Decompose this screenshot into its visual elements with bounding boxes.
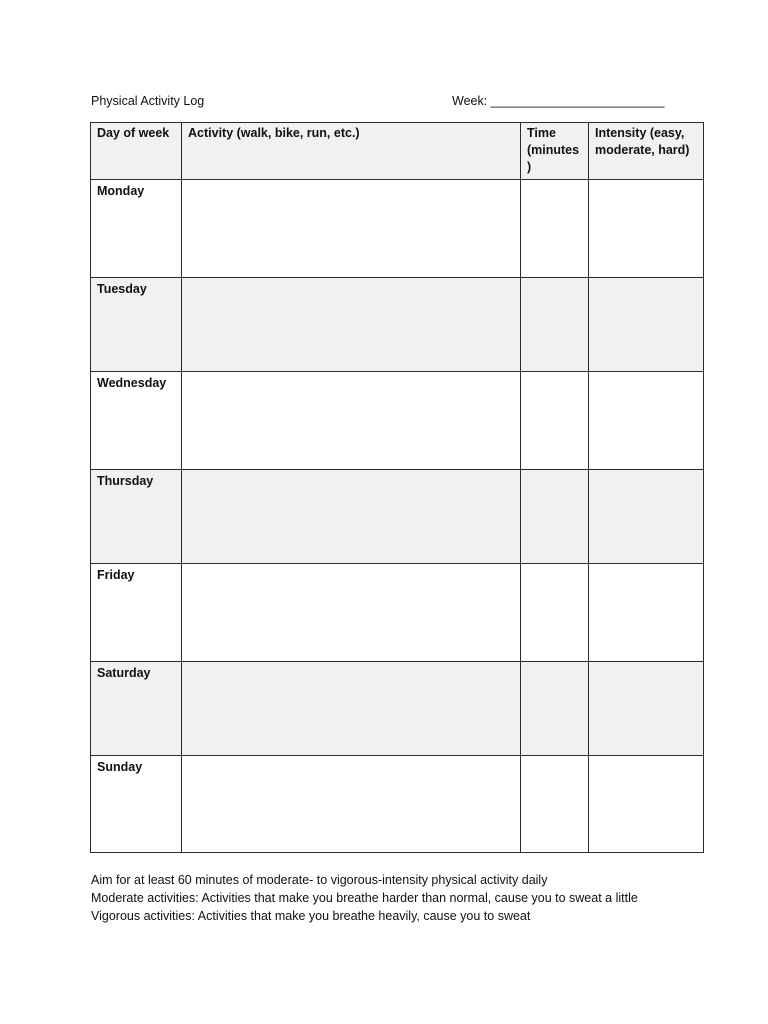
- activity-log-table: [90, 122, 704, 853]
- table-row: [91, 564, 704, 662]
- day-cell: Saturday: [91, 662, 182, 756]
- activity-cell[interactable]: [182, 470, 521, 564]
- time-cell[interactable]: [521, 278, 589, 372]
- note-vigorous-activities: Vigorous activities: Activities that make you breathe heavily, cause you to sweat: [91, 909, 531, 923]
- intensity-cell[interactable]: [589, 756, 704, 853]
- table-row: [91, 662, 704, 756]
- day-cell: Friday: [91, 564, 182, 662]
- table-row: [91, 372, 704, 470]
- time-cell[interactable]: [521, 756, 589, 853]
- column-header-activity: Activity (walk, bike, run, etc.): [182, 123, 521, 180]
- column-header-day: Day of week: [91, 123, 182, 180]
- table-row: [91, 180, 704, 278]
- activity-cell[interactable]: [182, 180, 521, 278]
- table-row: [91, 470, 704, 564]
- intensity-cell[interactable]: [589, 372, 704, 470]
- table-header-row: [91, 123, 704, 180]
- time-cell[interactable]: [521, 180, 589, 278]
- time-cell[interactable]: [521, 470, 589, 564]
- intensity-cell[interactable]: [589, 180, 704, 278]
- activity-cell[interactable]: [182, 756, 521, 853]
- table-row: [91, 278, 704, 372]
- activity-cell[interactable]: [182, 278, 521, 372]
- page-title: Physical Activity Log: [91, 94, 205, 108]
- intensity-cell[interactable]: [589, 564, 704, 662]
- day-cell: Sunday: [91, 756, 182, 853]
- guidance-notes: [91, 871, 638, 925]
- column-header-time: Time (minutes ): [521, 123, 589, 180]
- day-cell: Thursday: [91, 470, 182, 564]
- time-cell[interactable]: [521, 662, 589, 756]
- activity-cell[interactable]: [182, 372, 521, 470]
- day-cell: Monday: [91, 180, 182, 278]
- note-daily-goal: Aim for at least 60 minutes of moderate- to vigorous-intensity physical activity daily: [91, 873, 548, 887]
- activity-cell[interactable]: [182, 662, 521, 756]
- day-cell: Tuesday: [91, 278, 182, 372]
- column-header-intensity: Intensity (easy, moderate, hard): [589, 123, 704, 180]
- activity-cell[interactable]: [182, 564, 521, 662]
- intensity-cell[interactable]: [589, 278, 704, 372]
- table-row: [91, 756, 704, 853]
- time-cell[interactable]: [521, 564, 589, 662]
- note-moderate-activities: Moderate activities: Activities that make you breathe harder than normal, cause you to sweat a little: [91, 891, 638, 905]
- day-cell: Wednesday: [91, 372, 182, 470]
- week-field: Week: _________________________: [452, 94, 665, 108]
- time-cell[interactable]: [521, 372, 589, 470]
- intensity-cell[interactable]: [589, 662, 704, 756]
- intensity-cell[interactable]: [589, 470, 704, 564]
